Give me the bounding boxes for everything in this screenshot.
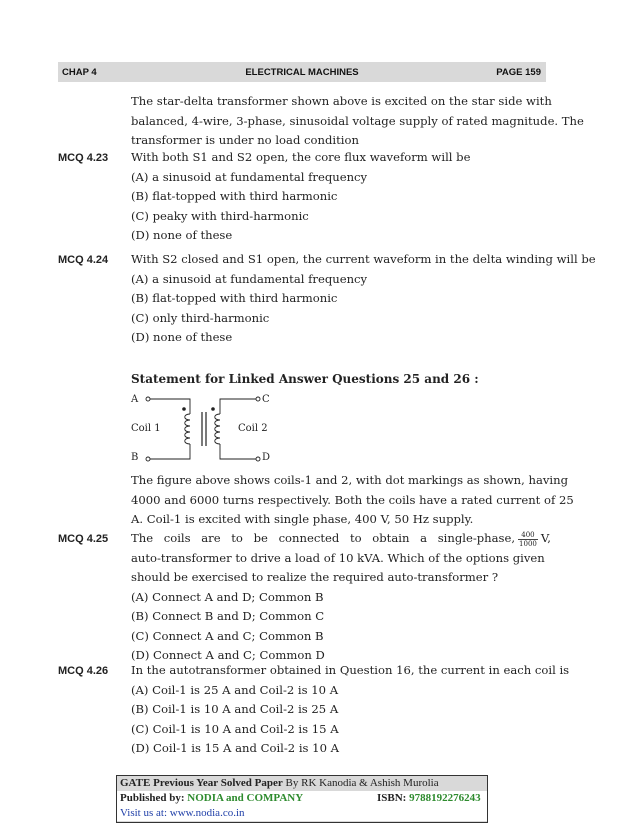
footer-publisher-line — [117, 791, 487, 806]
option-c: (C) only third-harmonic — [131, 310, 270, 325]
coil-2-label: Coil 2 — [238, 423, 268, 434]
page-number: PAGE 159 — [496, 67, 541, 78]
page-header — [58, 62, 546, 82]
option-b: (B) Connect B and D; Common C — [131, 609, 325, 623]
terminal-a-label: A — [131, 394, 139, 405]
intro-paragraph — [131, 92, 584, 151]
option-a: (A) Coil-1 is 25 A and Coil-2 is 10 A — [131, 682, 339, 697]
isbn — [377, 791, 481, 806]
question-text-part: The coils are to be connected to obtain a single-phase, — [131, 531, 516, 545]
question-text — [131, 529, 551, 549]
question-block — [131, 250, 596, 348]
option-d: (D) none of these — [131, 228, 233, 242]
option-d: (D) Connect A and C; Common D — [131, 648, 325, 662]
option-d: (D) none of these — [131, 330, 233, 344]
dot-marker — [211, 407, 215, 411]
footer-title-line — [117, 776, 487, 791]
coil-figure — [131, 392, 281, 467]
website-link[interactable]: Visit us at: www.nodia.co.in — [117, 806, 487, 821]
question-block — [131, 529, 551, 666]
chapter-label: CHAP 4 — [62, 67, 97, 78]
terminal-b-node — [146, 457, 150, 461]
intro-line: The star-delta transformer shown above is excited on the star side with — [131, 94, 552, 108]
coil-1-winding — [185, 414, 190, 444]
question-block — [131, 661, 570, 759]
option-b: (B) flat-topped with third harmonic — [131, 291, 338, 305]
question-text: With S2 closed and S1 open, the current waveform in the delta winding will be — [131, 252, 596, 266]
terminal-d-label: D — [262, 452, 271, 463]
coil-1-label: Coil 1 — [131, 423, 161, 434]
option-c: (C) peaky with third-harmonic — [131, 208, 309, 223]
option-a: (A) a sinusoid at fundamental frequency — [131, 169, 368, 184]
terminal-d-node — [256, 457, 260, 461]
option-a: (A) Connect A and D; Common B — [131, 589, 324, 604]
fraction-numerator: 400 — [518, 531, 538, 540]
chapter-title: ELECTRICAL MACHINES — [245, 67, 359, 78]
description-line: The figure above shows coils-1 and 2, with dot markings as shown, having — [131, 473, 568, 487]
book-title: GATE Previous Year Solved Paper — [120, 777, 283, 789]
publisher-name: NODIA and COMPANY — [187, 792, 304, 804]
option-c: (C) Coil-1 is 10 A and Coil-2 is 15 A — [131, 721, 339, 736]
terminal-c-node — [256, 397, 260, 401]
book-authors: By RK Kanodia & Ashish Murolia — [282, 777, 439, 789]
published-label: Published by: — [120, 792, 188, 804]
question-label: MCQ 4.26 — [58, 665, 109, 677]
fraction-denominator: 1000 — [519, 539, 537, 548]
question-text: In the autotransformer obtained in Question 16, the current in each coil is — [131, 663, 570, 677]
coil-2-winding — [215, 414, 220, 444]
question-label: MCQ 4.24 — [58, 254, 109, 266]
option-c: (C) Connect A and C; Common B — [131, 628, 324, 643]
fraction — [518, 531, 538, 548]
terminal-c-label: C — [262, 394, 270, 405]
publisher-footer — [116, 775, 488, 823]
terminal-b-label: B — [131, 452, 139, 463]
description-line: 4000 and 6000 turns respectively. Both the coils have a rated current of 25 — [131, 492, 574, 507]
isbn-value: 9788192276243 — [409, 792, 481, 804]
intro-line: transformer is under no load condition — [131, 133, 359, 147]
option-b: (B) flat-topped with third harmonic — [131, 189, 338, 203]
question-label: MCQ 4.25 — [58, 533, 109, 545]
option-a: (A) a sinusoid at fundamental frequency — [131, 271, 368, 286]
question-block — [131, 148, 546, 246]
isbn-label: ISBN: — [377, 792, 410, 804]
question-text: should be exercised to realize the required auto-transformer ? — [131, 570, 499, 584]
question-text-part: V, — [540, 531, 551, 545]
question-text: With both S1 and S2 open, the core flux waveform will be — [131, 150, 471, 164]
description-line: A. Coil-1 is excited with single phase, 400 V, 50 Hz supply. — [131, 512, 474, 526]
linked-statement: Statement for Linked Answer Questions 25 and 26 : — [131, 372, 479, 386]
question-label: MCQ 4.23 — [58, 152, 109, 164]
terminal-a-node — [146, 397, 150, 401]
figure-description — [131, 471, 574, 530]
question-text: auto-transformer to drive a load of 10 kVA. Which of the options given — [131, 550, 545, 565]
option-b: (B) Coil-1 is 10 A and Coil-2 is 25 A — [131, 702, 339, 716]
option-d: (D) Coil-1 is 15 A and Coil-2 is 10 A — [131, 741, 339, 755]
dot-marker — [182, 407, 186, 411]
intro-line: balanced, 4-wire, 3-phase, sinusoidal voltage supply of rated magnitude. The — [131, 113, 584, 128]
